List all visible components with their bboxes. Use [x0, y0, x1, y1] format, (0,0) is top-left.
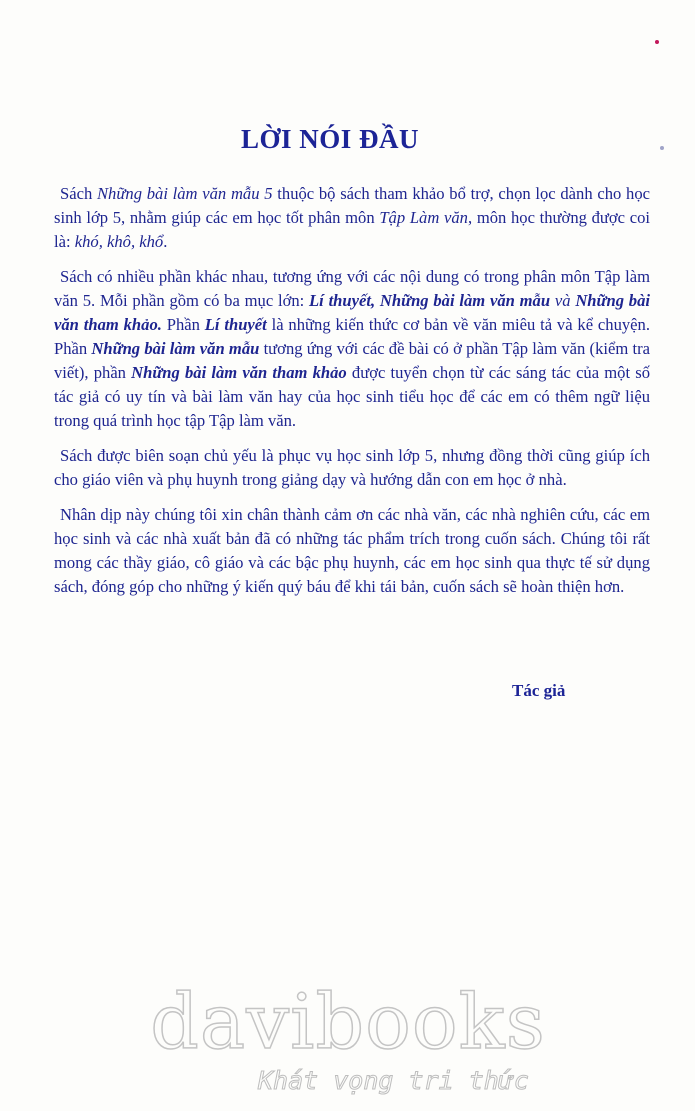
- author-signature: Tác giả: [512, 681, 566, 700]
- page-title: LỜI NÓI ĐẦU: [240, 124, 420, 154]
- text-run: tương ứng với các đề bài có ở phần Tập làm văn (kiểm tra viết), phần: [54, 339, 650, 382]
- text-run: Lí thuyết, Những bài làm văn mẫu: [309, 291, 551, 310]
- watermark-logo: davibooks: [150, 977, 546, 1066]
- text-run: Những bài văn tham khảo.: [54, 291, 650, 334]
- paragraph: [54, 182, 650, 254]
- paragraph: [54, 265, 650, 433]
- text-run: được tuyển chọn từ các sáng tác của một số tác giả có uy tín và bài làm văn hay của học sinh tiểu học để các em có thêm ngữ liệu trong quá trình học tập Tập làm văn.: [54, 363, 650, 430]
- preface-body: [54, 182, 650, 610]
- page-speck: [655, 40, 659, 44]
- text-run: Sách có nhiều phần khác nhau, tương ứng với các nội dung có trong phân môn Tập làm văn 5. Mỗi phần gồm có ba mục lớn:: [54, 267, 650, 310]
- text-run: Tập Làm văn: [379, 208, 468, 227]
- text-run: Những bài làm văn tham khảo: [131, 363, 347, 382]
- text-run: Những bài làm văn mẫu 5: [96, 184, 273, 203]
- text-run: Lí thuyết: [204, 315, 267, 334]
- text-run: khó, khô, khổ: [74, 232, 164, 251]
- text-run: và: [550, 291, 576, 310]
- paragraph: [54, 444, 650, 492]
- text-run: Sách: [60, 184, 97, 203]
- text-run: Sách được biên soạn chủ yếu là phục vụ học sinh lớp 5, nhưng đồng thời cũng giúp ích cho giáo viên và phụ huynh trong giảng dạy và hướng dẫn con em học ở nhà.: [54, 446, 650, 489]
- text-run: Những bài làm văn mẫu: [91, 339, 260, 358]
- watermark-tagline: Khát vọng tri thức: [258, 1066, 529, 1095]
- text-run: .: [163, 232, 168, 251]
- page-speck: [660, 146, 664, 150]
- text-run: Phần: [161, 315, 205, 334]
- text-run: , môn học thường được coi là:: [54, 208, 650, 251]
- text-run: Nhân dịp này chúng tôi xin chân thành cảm ơn các nhà văn, các nhà nghiên cứu, các em học sinh và các nhà xuất bản đã có những tác phẩm trích trong cuốn sách. Chúng tôi rất mong các thầy giáo, cô giáo và các bậc phụ huynh, các em học sinh qua thực tế sử dụng sách, đóng góp cho những ý kiến quý báu để khi tái bản, cuốn sách sẽ hoàn thiện hơn.: [54, 505, 650, 596]
- text-run: là những kiến thức cơ bản về văn miêu tả và kể chuyện. Phần: [54, 315, 650, 358]
- paragraph: [54, 503, 650, 599]
- text-run: thuộc bộ sách tham khảo bổ trợ, chọn lọc dành cho học sinh lớp 5, nhằm giúp các em học tốt phân môn: [54, 184, 651, 227]
